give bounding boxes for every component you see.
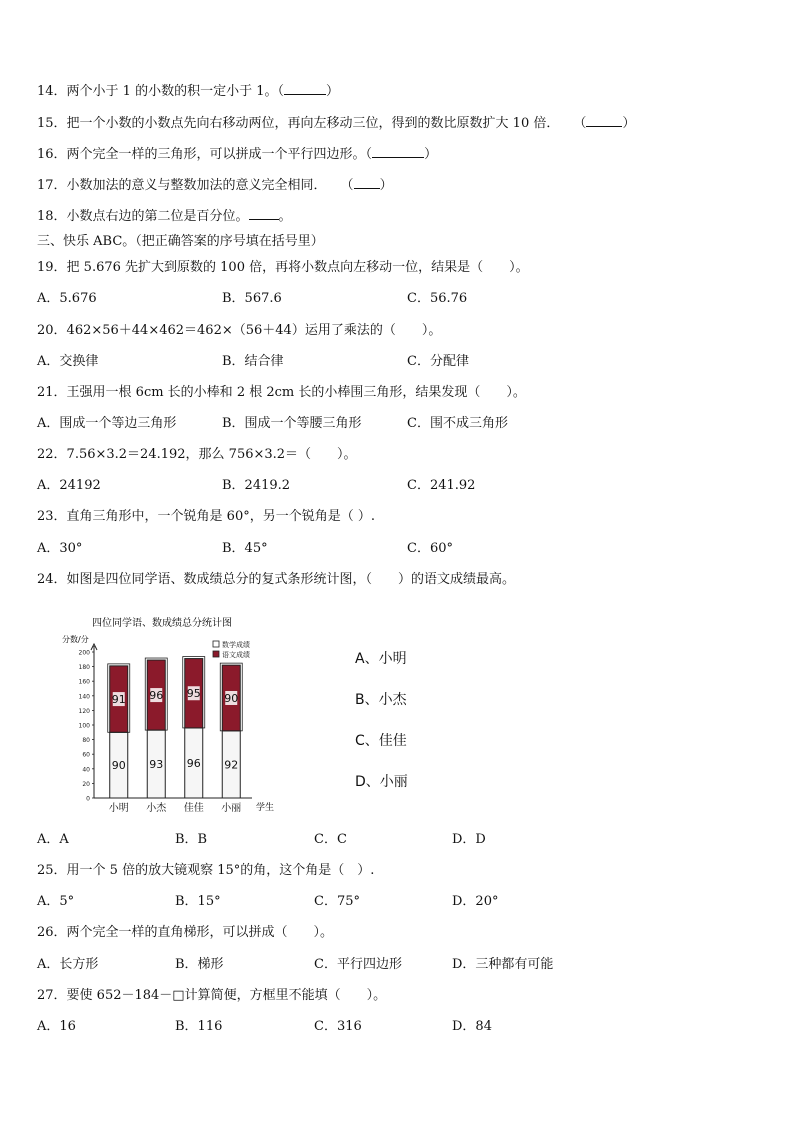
answer-blank[interactable]	[354, 176, 380, 189]
option-b[interactable]: B．结合律	[222, 354, 284, 369]
question-22: 22．7.56×3.2＝24.192，那么 756×3.2＝（ ）。	[37, 447, 357, 462]
option-c[interactable]: C．平行四边形	[314, 957, 402, 972]
question-18: 18．小数点右边的第二位是百分位。 。	[37, 209, 292, 224]
y-tick-label: 20	[82, 780, 90, 788]
option-b[interactable]: B．2419.2	[222, 478, 291, 493]
option-c[interactable]: C．围不成三角形	[407, 416, 508, 431]
chart-option-c: C、佳佳	[355, 733, 407, 749]
x-tick-label: 佳佳	[183, 803, 204, 814]
option-b[interactable]: B．梯形	[175, 957, 224, 972]
option-b[interactable]: B．B	[175, 832, 208, 847]
chart-option-d: D、小丽	[355, 774, 408, 790]
option-c[interactable]: C．316	[314, 1019, 362, 1034]
stacked-bar-chart	[60, 612, 290, 822]
legend-swatch	[213, 641, 219, 647]
legend-label: 语文成绩	[222, 651, 250, 659]
data-label: 95	[186, 687, 201, 701]
option-b[interactable]: B．116	[175, 1019, 223, 1034]
section-heading: 三、快乐 ABC。（把正确答案的序号填在括号里）	[37, 234, 324, 249]
question-16: 16．两个完全一样的三角形，可以拼成一个平行四边形。（ ）	[37, 147, 438, 162]
option-a[interactable]: A．交换律	[37, 354, 99, 369]
chart-legend	[213, 640, 250, 659]
y-tick-label: 80	[82, 737, 90, 745]
bars	[108, 657, 243, 798]
option-d[interactable]: D．三种都有可能	[452, 957, 554, 972]
option-c[interactable]: C．56.76	[407, 291, 468, 306]
option-c[interactable]: C．分配律	[407, 354, 469, 369]
chart-title: 四位同学语、数成绩总分统计图	[92, 618, 232, 629]
question-20: 20．462×56＋44×462＝462×（56＋44）运用了乘法的（ ）。	[37, 323, 442, 338]
question-23: 23．直角三角形中，一个锐角是 60°，另一个锐角是（ ）.	[37, 509, 375, 524]
option-a[interactable]: A．24192	[37, 478, 101, 493]
x-tick-label: 小丽	[221, 803, 242, 814]
question-24: 24．如图是四位同学语、数成绩总分的复式条形统计图，（ ）的语文成绩最高。	[37, 572, 516, 587]
option-d[interactable]: D．D	[452, 832, 486, 847]
chart-option-a: A、小明	[355, 651, 407, 667]
legend-swatch	[213, 651, 219, 657]
data-label: 96	[186, 756, 201, 770]
answer-blank[interactable]	[249, 207, 279, 220]
option-a[interactable]: A．A	[37, 832, 69, 847]
option-a[interactable]: A．5.676	[37, 291, 97, 306]
option-b[interactable]: B．567.6	[222, 291, 282, 306]
option-c[interactable]: C．C	[314, 832, 347, 847]
option-c[interactable]: C．60°	[407, 541, 453, 556]
y-tick-label: 180	[78, 664, 90, 672]
question-25: 25．用一个 5 倍的放大镜观察 15°的角，这个角是（ ）.	[37, 863, 375, 878]
chart-option-b: B、小杰	[355, 692, 407, 708]
option-c[interactable]: C．241.92	[407, 478, 476, 493]
question-14: 14．两个小于 1 的小数的积一定小于 1。（ ）	[37, 84, 340, 99]
option-d[interactable]: D．20°	[452, 894, 499, 909]
y-tick-label: 140	[78, 693, 90, 701]
question-27: 27．要使 652－184－□计算简便，方框里不能填（ ）。	[37, 988, 387, 1003]
option-a[interactable]: A．16	[37, 1019, 76, 1034]
y-tick-label: 40	[82, 766, 90, 774]
question-17: 17．小数加法的意义与整数加法的意义完全相同． （ ）	[37, 178, 393, 193]
x-tick-label: 小明	[108, 803, 129, 814]
data-label: 93	[149, 758, 164, 772]
y-tick-label: 120	[78, 707, 90, 715]
y-tick-label: 0	[86, 795, 90, 803]
y-tick-label: 60	[82, 751, 90, 759]
y-tick-label: 200	[78, 649, 90, 657]
data-label: 90	[111, 759, 126, 773]
y-ticks	[79, 650, 94, 803]
x-tick-label: 小杰	[146, 803, 167, 814]
option-b[interactable]: B．45°	[222, 541, 268, 556]
question-26: 26．两个完全一样的直角梯形，可以拼成（ ）。	[37, 925, 334, 940]
option-b[interactable]: B．围成一个等腰三角形	[222, 416, 362, 431]
x-axis-label: 学生	[256, 803, 275, 813]
question-15: 15．把一个小数的小数点先向右移动两位，再向左移动三位，得到的数比原数扩大 10 倍． （ ）	[37, 116, 636, 131]
option-b[interactable]: B．15°	[175, 894, 221, 909]
option-d[interactable]: D．84	[452, 1019, 492, 1034]
y-tick-label: 100	[78, 722, 90, 730]
data-label: 96	[149, 689, 164, 703]
option-c[interactable]: C．75°	[314, 894, 360, 909]
y-tick-label: 160	[78, 678, 90, 686]
legend-label: 数学成绩	[222, 641, 250, 649]
option-a[interactable]: A．围成一个等边三角形	[37, 416, 177, 431]
option-a[interactable]: A．30°	[37, 541, 83, 556]
answer-blank[interactable]	[284, 82, 326, 95]
question-19: 19．把 5.676 先扩大到原数的 100 倍，再将小数点向左移动一位，结果是（ ）。	[37, 260, 529, 275]
x-ticks	[109, 801, 242, 814]
answer-blank[interactable]	[372, 145, 424, 158]
data-label: 91	[111, 693, 126, 707]
option-a[interactable]: A．5°	[37, 894, 75, 909]
question-21: 21．王强用一根 6cm 长的小棒和 2 根 2cm 长的小棒围三角形，结果发现（ ）。	[37, 385, 526, 400]
y-axis-label: 分数/分	[62, 635, 89, 644]
data-label: 90	[224, 691, 239, 705]
option-a[interactable]: A．长方形	[37, 957, 99, 972]
answer-blank[interactable]	[586, 114, 622, 127]
data-label: 92	[224, 758, 239, 772]
